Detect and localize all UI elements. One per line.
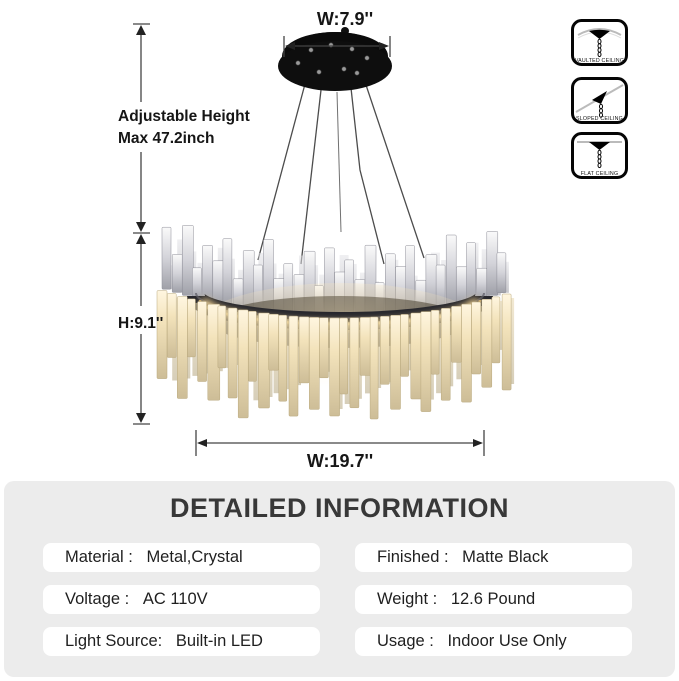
spec-label: Material : <box>65 548 138 566</box>
spec-value: Indoor Use Only <box>447 632 567 650</box>
spec-value: 12.6 Pound <box>450 590 536 608</box>
spec-weight <box>355 585 632 614</box>
sloped-ceiling-label: SLOPED CEILING <box>576 116 623 122</box>
sloped-ceiling-icon <box>571 77 628 124</box>
spec-value: Built-in LED <box>175 632 263 650</box>
adjustable-height-label-line1: Adjustable Height <box>118 108 250 125</box>
spec-finished <box>355 543 632 572</box>
spec-label: Light Source: <box>65 632 167 650</box>
spec-material <box>43 543 320 572</box>
section-title: DETAILED INFORMATION <box>170 493 509 523</box>
chandelier-illustration <box>157 27 514 419</box>
flat-ceiling-icon <box>571 132 628 179</box>
spec-label: Usage : <box>377 632 439 650</box>
spec-label: Voltage : <box>65 590 134 608</box>
spec-value: Matte Black <box>462 548 549 566</box>
spec-usage <box>355 627 632 656</box>
vaulted-ceiling-label: VAULTED CEILING <box>574 58 625 64</box>
ceiling-canopy <box>278 27 392 91</box>
spec-value: Metal,Crystal <box>146 548 243 566</box>
spec-value: AC 110V <box>142 590 208 608</box>
spec-label: Finished : <box>377 548 454 566</box>
fixture-width-label: W:19.7'' <box>306 451 374 471</box>
adjustable-height-label-line2: Max 47.2inch <box>118 130 215 147</box>
fixture-height-label: H:9.1'' <box>118 315 164 332</box>
detailed-information-panel <box>4 481 675 677</box>
spec-label: Weight : <box>377 590 442 608</box>
flat-ceiling-label: FLAT CEILING <box>580 171 619 177</box>
spec-light-source <box>43 627 320 656</box>
spec-voltage <box>43 585 320 614</box>
vaulted-ceiling-icon <box>571 19 628 66</box>
canopy-width-label: W:7.9'' <box>316 9 374 29</box>
suspension-cables <box>258 82 424 264</box>
